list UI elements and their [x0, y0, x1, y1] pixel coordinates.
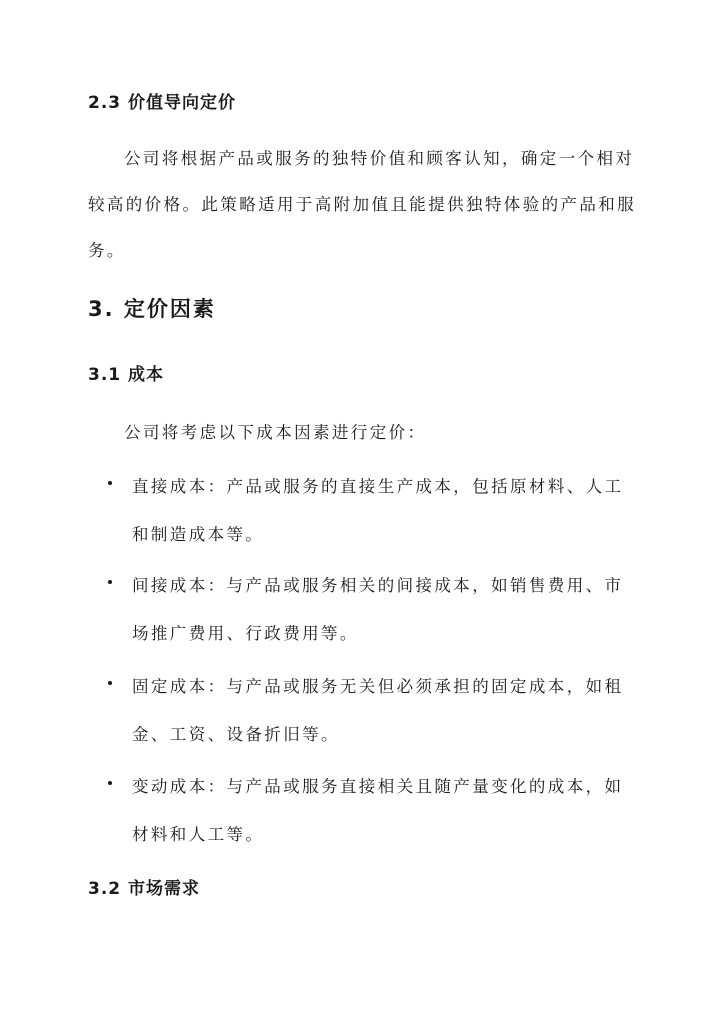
section-heading-3-2: 3.2 市场需求: [88, 879, 201, 899]
section-3-1-intro: 公司将考虑以下成本因素进行定价：: [124, 423, 427, 442]
bullet-dot-icon: [108, 481, 112, 485]
list-item-text: 固定成本：与产品或服务无关但必须承担的固定成本，如租金、工资、设备折旧等。: [132, 677, 624, 744]
list-item-text: 直接成本：产品或服务的直接生产成本，包括原材料、人工和制造成本等。: [132, 477, 624, 544]
list-item: [108, 663, 640, 759]
section-2-3-paragraph: 公司将根据产品或服务的独特价值和顾客认知，确定一个相对较高的价格。此策略适用于高附加值且能提供独特体验的产品和服务。: [88, 149, 637, 260]
bullet-dot-icon: [108, 580, 112, 584]
list-item: [108, 562, 640, 658]
bullet-dot-icon: [108, 681, 112, 685]
section-heading-3: 3. 定价因素: [88, 297, 216, 321]
bullet-dot-icon: [108, 781, 112, 785]
list-item: [108, 463, 640, 559]
section-heading-3-1: 3.1 成本: [88, 365, 165, 385]
list-item: [108, 763, 640, 859]
section-heading-2-3: 2.3 价值导向定价: [88, 93, 237, 113]
list-item-text: 间接成本：与产品或服务相关的间接成本，如销售费用、市场推广费用、行政费用等。: [132, 576, 624, 643]
list-item-text: 变动成本：与产品或服务直接相关且随产量变化的成本，如材料和人工等。: [132, 777, 624, 844]
